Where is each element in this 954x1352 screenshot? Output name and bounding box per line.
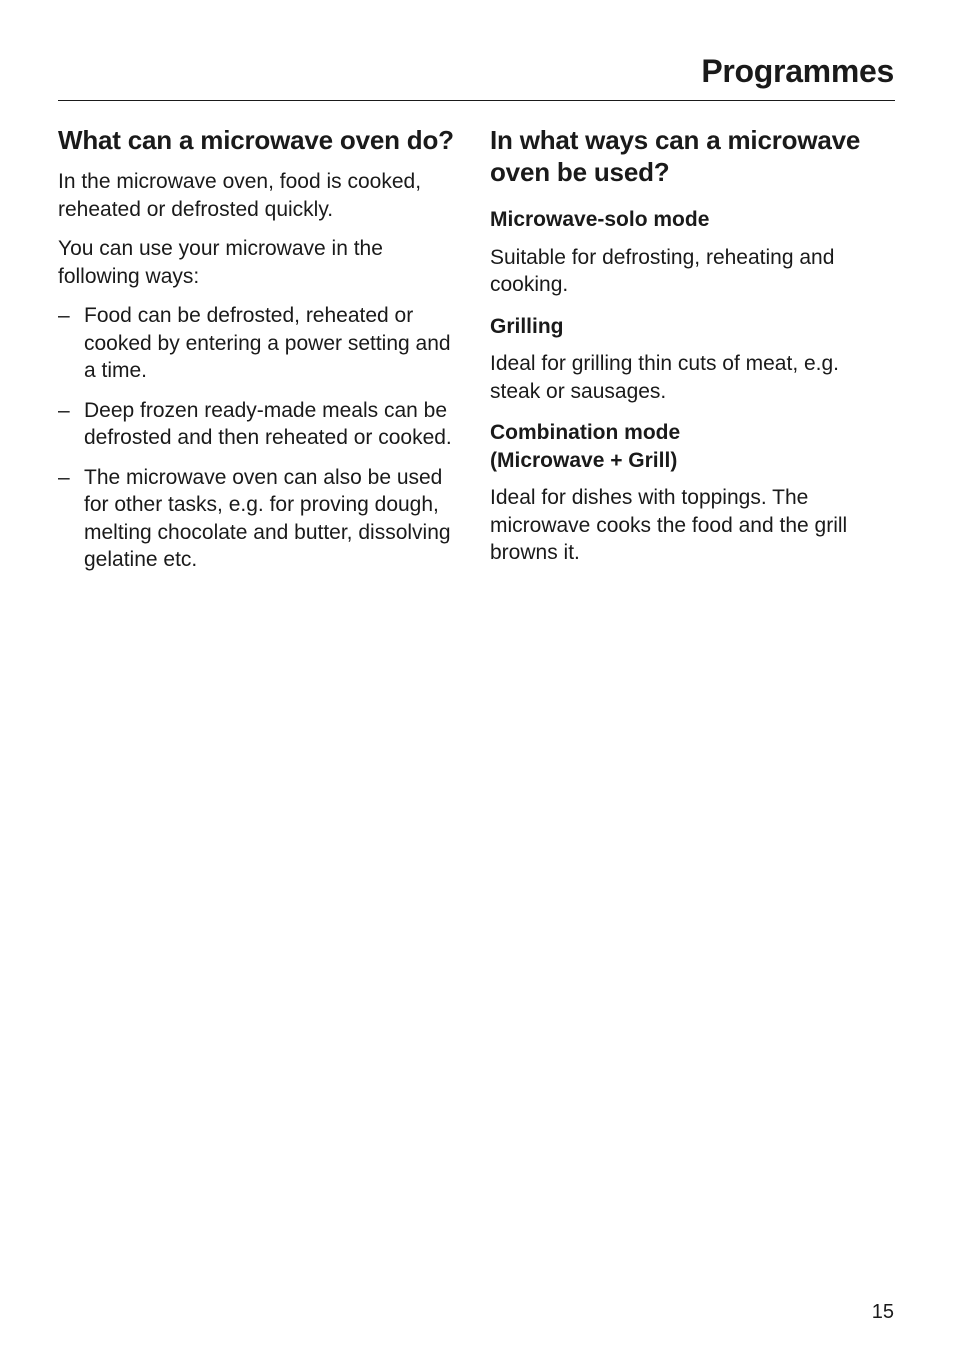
left-column — [58, 124, 463, 586]
list-item — [58, 302, 463, 385]
list-item — [58, 464, 463, 574]
mode-title-line2: (Microwave + Grill) — [490, 448, 678, 472]
list-item-text: Deep frozen ready-made meals can be defrosted and then reheated or cooked. — [84, 398, 452, 449]
mode-description: Ideal for dishes with toppings. The microwave cooks the food and the grill browns it. — [490, 486, 848, 564]
ways-paragraph: You can use your microwave in the following ways: — [58, 237, 383, 288]
uses-list — [58, 302, 463, 574]
mode-description: Suitable for defrosting, reheating and cooking. — [490, 245, 835, 296]
mode-title: Microwave-solo mode — [490, 208, 710, 231]
dash-bullet: – — [58, 304, 70, 327]
page-title: Programmes — [701, 53, 894, 89]
list-item-text: The microwave oven can also be used for other tasks, e.g. for proving dough, melting chocolate and butter, dissolving gelatine etc. — [84, 465, 451, 571]
page-number: 15 — [871, 1301, 894, 1323]
mode-title — [490, 419, 895, 474]
list-item-text: Food can be defrosted, reheated or cooked by entering a power setting and a time. — [84, 304, 451, 382]
mode-title-line1: Combination mode — [490, 421, 681, 444]
mode-description: Ideal for grilling thin cuts of meat, e.g. steak or sausages. — [490, 352, 840, 403]
mode-combination — [490, 419, 895, 567]
section-heading-what-can-it-do: What can a microwave oven do? — [58, 125, 454, 155]
dash-bullet: – — [58, 398, 70, 422]
mode-grilling — [490, 313, 895, 406]
dash-bullet: – — [58, 465, 70, 489]
list-item — [58, 397, 463, 452]
section-heading-ways-to-use: In what ways can a microwave oven be used? — [490, 125, 861, 187]
mode-title: Grilling — [490, 314, 564, 338]
right-column — [490, 124, 895, 579]
intro-paragraph: In the microwave oven, food is cooked, reheated or defrosted quickly. — [58, 170, 422, 221]
mode-microwave-solo — [490, 206, 895, 299]
header-divider — [58, 100, 895, 101]
